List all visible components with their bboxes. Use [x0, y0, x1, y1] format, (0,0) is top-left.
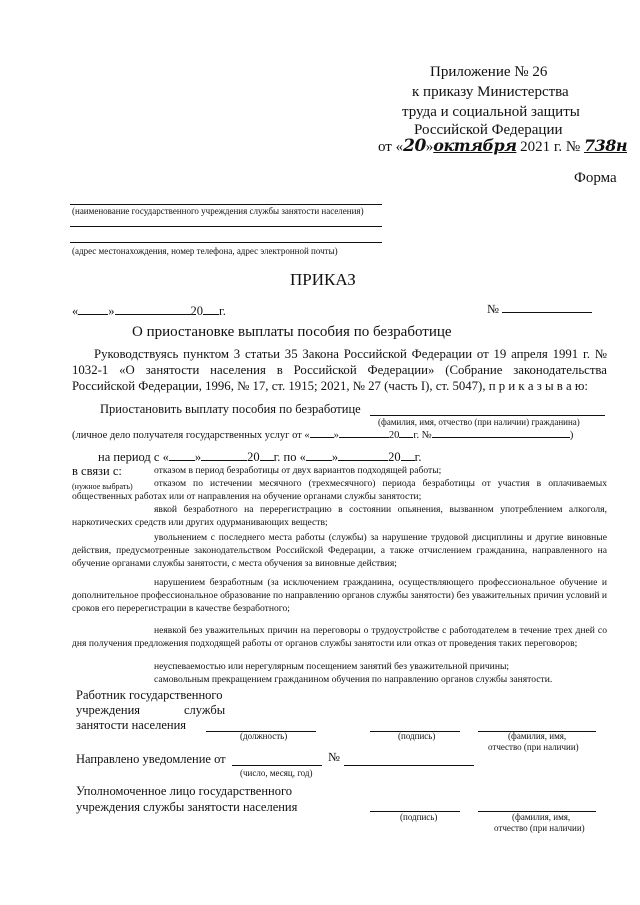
appendix-line2: к приказу Министерства	[412, 84, 569, 100]
appendix-title: Приложение № 26	[430, 64, 548, 80]
handwritten-number: 738н	[583, 136, 628, 155]
notice-number-label: №	[328, 750, 340, 764]
authorized-line2: учреждения службы занятости населения	[76, 800, 298, 814]
reason-item: отказом в период безработицы от двух вариантов подходящей работы;	[154, 465, 442, 476]
handwritten-day: 20	[403, 136, 426, 156]
reason-item: увольнением с последнего места работы (службы) за нарушение трудовой дисциплины и другие виновные действия, предусмотренные законодательством Российской Федерации, а также отчислением гражданина, направленного на обучение органами службы занятости, с места обучения за виновные действия;	[72, 532, 607, 570]
address-line-1	[70, 226, 382, 227]
document-subtitle: О приостановке выплаты пособия по безработице	[132, 324, 452, 340]
order-number: №	[487, 302, 592, 317]
worker-line1: Работник государственного	[76, 688, 223, 702]
due-to-label: в связи с:	[72, 464, 122, 478]
caption-fio-2: отчество (при наличии)	[488, 742, 579, 752]
reason-item: нарушением безработным (за исключением гражданина, осуществляющего профессиональное обучение и дополнительное профессиональное образование по направлению органов службы занятости) без уважительных причин условий и сроков его перерегистрации в качестве безработного;	[72, 577, 607, 615]
choose-note: (нужное выбрать)	[72, 482, 133, 491]
caption-position: (должность)	[240, 731, 288, 741]
reason-item: отказом по истечении месячного (трехмесячного) периода безработицы от участия в оплачиваемых общественных работах или от направления на обучение органами службы занятости;	[72, 478, 607, 503]
caption-fio: (фамилия, имя, отчество (при наличии) гражданина)	[378, 417, 580, 427]
reason-item: неуспеваемостью или нерегулярным посещением занятий без уважительной причины;	[154, 661, 510, 672]
order-date: « » 20 г.	[72, 304, 226, 318]
caption-signature: (подпись)	[398, 731, 436, 741]
period-line: на период с « » 20 г. по « » 20 г.	[98, 450, 422, 464]
form-label: Форма	[574, 170, 617, 186]
notice-label: Направлено уведомление от	[76, 752, 226, 766]
suspend-label: Приостановить выплату пособия по безработице	[100, 402, 361, 416]
appendix-date: от «20»октября 2021 г. № 738н	[378, 136, 628, 156]
authorized-line1: Уполномоченное лицо государственного	[76, 784, 293, 798]
caption-authorized-fio-2: отчество (при наличии)	[494, 823, 585, 833]
appendix-line3: труда и социальной защиты	[402, 104, 580, 120]
caption-notice-date: (число, месяц, год)	[240, 768, 313, 778]
worker-line2a: учреждения	[76, 703, 141, 717]
handwritten-month: октября	[433, 136, 517, 155]
intro-paragraph: Руководствуясь пунктом 3 статьи 35 Закона Российской Федерации от 19 апреля 1991 г. № 1032-1 «О занятости населения в Российской Федерации» (Собрание законодательства Российской Федерации, 1996, № 17, ст. 1915; 2021, № 27 (часть I), ст. 5047), п р и к а з ы в а ю:	[72, 347, 607, 393]
reason-item: явкой безработного на перерегистрацию в состоянии опьянения, вызванном употреблением алкоголя, наркотических средств или других одурманивающих веществ;	[72, 504, 607, 529]
caption-fio-1: (фамилия, имя,	[508, 731, 567, 741]
reason-item: самовольным прекращением гражданином обучения по направлению органов службы занятости.	[154, 674, 553, 685]
document-title: ПРИКАЗ	[290, 270, 356, 289]
reason-item: неявкой без уважительных причин на переговоры о трудоустройстве с работодателем в течение трех дней со дня получения предложения подходящей работы от органов службы занятости или отказ от проведения таких переговоров;	[72, 625, 607, 650]
caption-authorized-fio-1: (фамилия, имя,	[512, 812, 571, 822]
worker-line2b: службы	[184, 703, 226, 717]
notice-date-line	[232, 765, 322, 766]
caption-institution: (наименование государственного учреждения службы занятости населения)	[72, 206, 364, 216]
personal-file-line: (личное дело получателя государственных услуг от « » 20 г. № )	[72, 430, 574, 441]
appendix-line4: Российской Федерации	[414, 122, 563, 138]
caption-address: (адрес местонахождения, номер телефона, адрес электронной почты)	[72, 246, 338, 256]
caption-authorized-signature: (подпись)	[400, 812, 438, 822]
address-line-2	[70, 242, 382, 243]
institution-line	[70, 204, 382, 205]
notice-number-line	[344, 765, 474, 766]
fio-line	[370, 415, 605, 416]
worker-line3: занятости населения	[76, 718, 187, 732]
